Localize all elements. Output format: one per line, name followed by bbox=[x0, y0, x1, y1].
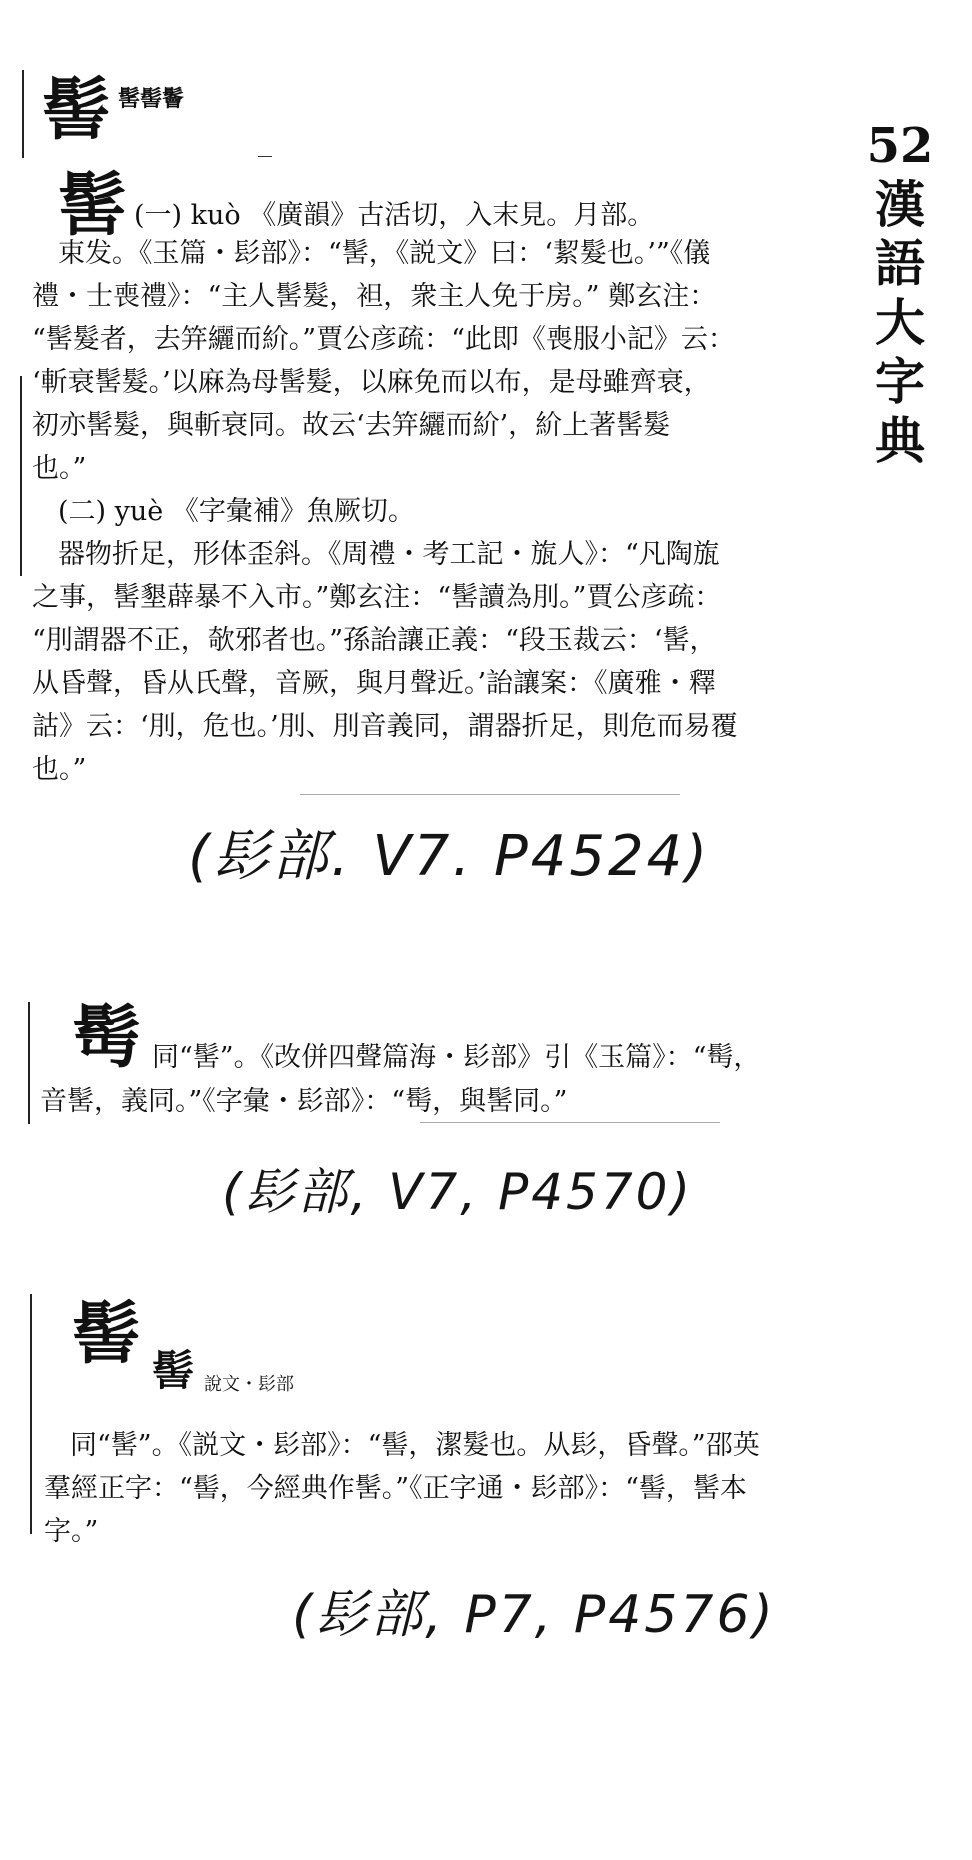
margin-rule bbox=[28, 1002, 30, 1124]
entry1-line: 初亦髺髮，與斬衰同。故云‘去笄纚而紒’，紒上著髺髮 bbox=[32, 410, 671, 441]
entry3-handwritten-note: (髟部, P7, P4576) bbox=[292, 1585, 776, 1645]
entry1-line: 束发。《玉篇・髟部》：“髺，《説文》曰：‘絜髮也。’”《儀 bbox=[58, 238, 711, 269]
entry1-line: 之事，髺墾薜暴不入市。”鄭玄注：“髺讀為刖。”賈公彦疏： bbox=[32, 582, 722, 613]
title-char: 大 bbox=[875, 292, 925, 352]
entry1-reading2: (二) yuè 《字彙補》魚厥切。 bbox=[58, 496, 415, 527]
entry1-reading1: (一) kuò 《廣韻》古活切，入末見。月部。 bbox=[134, 200, 655, 231]
scan-mark bbox=[300, 794, 680, 795]
entry1-line: “刖謂器不正，欹邪者也。”孫詒讓正義：“段玉裁云：‘髺， bbox=[32, 625, 717, 656]
entry3-seal-form: 髻 bbox=[152, 1346, 195, 1395]
margin-rule bbox=[22, 70, 24, 158]
scan-mark bbox=[258, 156, 272, 157]
scan-mark bbox=[420, 1122, 720, 1123]
entry1-line: 从昏聲，昏从氏聲，音厥，與月聲近。’詒讓案：《廣雅・釋 bbox=[32, 668, 716, 699]
entry3-seal-caption: 說文・髟部 bbox=[204, 1374, 294, 1395]
title-char: 典 bbox=[875, 410, 925, 470]
entry1-variants: 髺髻鬠 bbox=[118, 86, 185, 112]
title-char: 字 bbox=[875, 351, 925, 411]
entry2-line: 同“髺”。《改併四聲篇海・髟部》引《玉篇》：“髩， bbox=[152, 1042, 761, 1073]
entry1-line: 器物折足，形体歪斜。《周禮・考工記・旊人》：“凡陶旊 bbox=[58, 539, 720, 570]
entry3-char: 髻 bbox=[72, 1294, 141, 1374]
entry1-head: 髻 bbox=[42, 70, 111, 150]
margin-rule bbox=[20, 376, 22, 576]
entry3-line: 羣經正字：“髻，今經典作髺。”《正字通・髟部》：“髻，髺本 bbox=[44, 1473, 747, 1504]
entry1-char: 髺 bbox=[58, 166, 127, 246]
entry1-line: “髺髮者，去笄纚而紒。”賈公彦疏：“此即《喪服小記》云： bbox=[32, 324, 735, 355]
entry2-char: 髩 bbox=[72, 998, 141, 1078]
entry1-handwritten-note: (髟部. V7. P4524) bbox=[188, 824, 711, 889]
entry3-line: 字。” bbox=[44, 1516, 99, 1547]
title-char: 漢 bbox=[875, 174, 925, 234]
entry2-line: 音髺，義同。”《字彙・髟部》：“髩，與髺同。” bbox=[40, 1086, 568, 1117]
entry1-line: ‘斬衰髺髮。’以麻為母髺髮，以麻免而以布，是母雖齊衰， bbox=[32, 367, 711, 398]
entry1-line: 也。” bbox=[32, 754, 87, 785]
margin-rule bbox=[30, 1294, 32, 1534]
entry1-line: 禮・士喪禮》：“主人髺髮，袒，衆主人免于房。” 鄭玄注： bbox=[32, 281, 717, 312]
entry2-handwritten-note: (髟部, V7, P4570) bbox=[222, 1163, 694, 1221]
book-title bbox=[860, 118, 940, 470]
entry1-line: 也。” bbox=[32, 453, 87, 484]
title-char: 語 bbox=[875, 233, 925, 293]
volume-number: 52 bbox=[866, 118, 934, 174]
entry3-line: 同“髺”。《説文・髟部》：“髻，潔髮也。从髟，昏聲。”邵英 bbox=[70, 1430, 760, 1461]
entry1-line: 詁》云：‘刖，危也。’刖、刖音義同，謂器折足，則危而易覆 bbox=[32, 711, 738, 742]
